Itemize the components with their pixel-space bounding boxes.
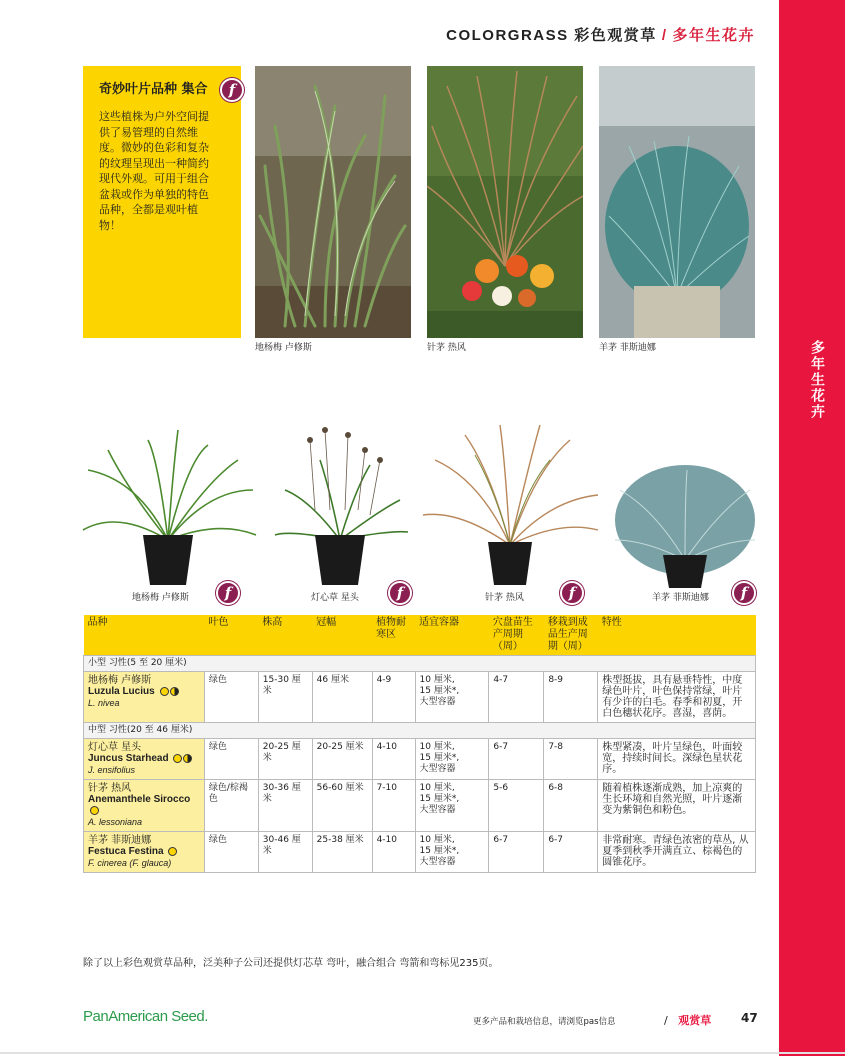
plug-cell: 5-6 <box>489 780 544 832</box>
variety-alt: L. nivea <box>88 698 120 708</box>
variety-cn: 地杨梅 卢修斯 <box>88 675 152 686</box>
height-cell: 30-46 厘米 <box>258 832 312 873</box>
footer-slash: / <box>664 1014 668 1027</box>
feature-cell: 随着植株逐渐成熟，加上凉爽的生长环境和自然光照，叶片逐渐变为紫铜色和粉色。 <box>598 780 756 832</box>
container-cell: 10 厘米, 15 厘米*, 大型容器 <box>415 739 489 780</box>
foliage-badge-icon: f <box>216 581 240 605</box>
bottom-rule <box>0 1052 845 1054</box>
variety-cn: 针茅 热风 <box>88 783 132 794</box>
plug-cell: 6-7 <box>489 739 544 780</box>
col-leaf-color: 叶色 <box>204 615 258 656</box>
intro-box <box>83 66 241 338</box>
leaf-color-cell: 绿色 <box>204 739 258 780</box>
zone-cell: 4-9 <box>372 672 415 723</box>
sun-icon <box>160 687 169 696</box>
header-separator: / <box>661 27 668 44</box>
table-row <box>84 832 756 873</box>
height-cell: 15-30 厘米 <box>258 672 312 723</box>
col-zone: 植物耐寒区 <box>372 615 415 656</box>
photo-festuca <box>599 66 755 338</box>
spread-cell: 20-25 厘米 <box>312 739 372 780</box>
potted-juncus <box>270 420 410 590</box>
potted-luzula <box>78 420 258 590</box>
zone-cell: 7-10 <box>372 780 415 832</box>
variety-cell <box>84 672 205 723</box>
variety-alt: A. lessoniana <box>88 817 143 827</box>
zone-cell: 4-10 <box>372 832 415 873</box>
feature-cell: 非常耐寒。青绿色浓密的草丛, 从夏季到秋季开满直立、棕褐色的圆锥花序。 <box>598 832 756 873</box>
height-cell: 30-36 厘米 <box>258 780 312 832</box>
potted-festuca <box>605 420 765 590</box>
panamerican-seed-logo: PanAmerican Seed. <box>83 1008 208 1025</box>
col-finish-weeks: 移栽到成品生产周期（周） <box>544 615 598 656</box>
group-label: 小型 习性(5 至 20 厘米) <box>84 656 756 672</box>
intro-text: 这些植株为户外空间提供了易管理的自然维度。微妙的色彩和复杂的纹理呈现出一种简约现代外观。可用于组合盆栽或作为单独的特色品种，全都是观叶植物！ <box>99 110 209 232</box>
part-shade-icon <box>170 687 179 696</box>
container-cell: 10 厘米, 15 厘米*, 大型容器 <box>415 832 489 873</box>
foliage-badge-icon: f <box>732 581 756 605</box>
table-header-row <box>84 615 756 656</box>
page-number: 47 <box>741 1011 758 1025</box>
page-header <box>446 24 755 45</box>
finish-cell: 8-9 <box>544 672 598 723</box>
potted-caption-luzula: 地杨梅 卢修斯 <box>132 593 189 603</box>
variety-latin: Luzula Lucius <box>88 686 155 697</box>
variety-latin: Anemanthele Sirocco <box>88 794 191 805</box>
container-cell: 10 厘米, 15 厘米*, 大型容器 <box>415 780 489 832</box>
plug-cell: 4-7 <box>489 672 544 723</box>
potted-caption-festuca: 羊茅 菲斯迪娜 <box>652 593 709 603</box>
sun-icon <box>90 806 99 815</box>
group-row <box>84 723 756 739</box>
header-brand: COLORGRASS 彩色观赏草 <box>446 27 657 44</box>
header-section: 多年生花卉 <box>672 27 755 44</box>
variety-cn: 羊茅 菲斯迪娜 <box>88 835 152 846</box>
variety-alt: J. ensifolius <box>88 765 136 775</box>
side-tab <box>779 0 845 1056</box>
variety-cn: 灯心草 星头 <box>88 742 142 753</box>
variety-cell <box>84 739 205 780</box>
leaf-color-cell: 绿色 <box>204 672 258 723</box>
feature-cell: 株型挺拔，具有悬垂特性，中度绿色叶片，叶色保持常绿，叶片有少许的白毛。春季和初夏，开白色穗状花序。喜湿，喜荫。 <box>598 672 756 723</box>
col-container: 适宜容器 <box>415 615 489 656</box>
photo-luzula <box>255 66 411 338</box>
col-height: 株高 <box>258 615 312 656</box>
col-features: 特性 <box>598 615 756 656</box>
group-row <box>84 656 756 672</box>
finish-cell: 6-7 <box>544 832 598 873</box>
variety-cell <box>84 780 205 832</box>
side-tab-label: 多年生花卉 <box>809 340 825 420</box>
group-label: 中型 习性(20 至 46 厘米) <box>84 723 756 739</box>
feature-cell: 株型紧凑，叶片呈绿色，叶面较宽，持续时间长。深绿色星状花序。 <box>598 739 756 780</box>
table-row <box>84 672 756 723</box>
photo-anemanthele <box>427 66 583 338</box>
foliage-badge-icon: f <box>220 78 244 102</box>
sun-icon <box>168 847 177 856</box>
spread-cell: 56-60 厘米 <box>312 780 372 832</box>
col-spread: 冠幅 <box>312 615 372 656</box>
spread-cell: 46 厘米 <box>312 672 372 723</box>
intro-title: 奇妙叶片品种 集合 <box>99 82 208 97</box>
potted-caption-juncus: 灯心草 星头 <box>311 593 359 603</box>
zone-cell: 4-10 <box>372 739 415 780</box>
footer-section <box>664 1012 711 1028</box>
table-row <box>84 780 756 832</box>
part-shade-icon <box>183 754 192 763</box>
variety-alt: F. cinerea (F. glauca) <box>88 858 172 868</box>
leaf-color-cell: 绿色 <box>204 832 258 873</box>
spec-table <box>83 615 756 873</box>
potted-caption-anemanthele: 针茅 热风 <box>485 593 524 603</box>
more-info-text: 更多产品和栽培信息，请浏览pas信息 <box>473 1017 616 1027</box>
foliage-badge-icon: f <box>388 581 412 605</box>
photo-caption-anemanthele: 针茅 热风 <box>427 343 466 353</box>
photo-caption-luzula: 地杨梅 卢修斯 <box>255 343 312 353</box>
container-cell: 10 厘米, 15 厘米*, 大型容器 <box>415 672 489 723</box>
height-cell: 20-25 厘米 <box>258 739 312 780</box>
col-plug-weeks: 穴盘苗生产周期（周） <box>489 615 544 656</box>
variety-latin: Festuca Festina <box>88 846 164 857</box>
spread-cell: 25-38 厘米 <box>312 832 372 873</box>
variety-cell <box>84 832 205 873</box>
variety-latin: Juncus Starhead <box>88 753 169 764</box>
foliage-badge-icon: f <box>560 581 584 605</box>
finish-cell: 7-8 <box>544 739 598 780</box>
plug-cell: 6-7 <box>489 832 544 873</box>
footnote: 除了以上彩色观赏草品种，泛美种子公司还提供灯芯草 弯叶，融合组合 弯箭和弯标见235页。 <box>83 958 499 969</box>
sun-icon <box>173 754 182 763</box>
potted-anemanthele <box>420 420 600 590</box>
table-row <box>84 739 756 780</box>
col-variety: 品种 <box>84 615 205 656</box>
photo-caption-festuca: 羊茅 菲斯迪娜 <box>599 343 656 353</box>
leaf-color-cell: 绿色/棕褐色 <box>204 780 258 832</box>
footer-section-label: 观赏草 <box>678 1014 712 1027</box>
finish-cell: 6-8 <box>544 780 598 832</box>
